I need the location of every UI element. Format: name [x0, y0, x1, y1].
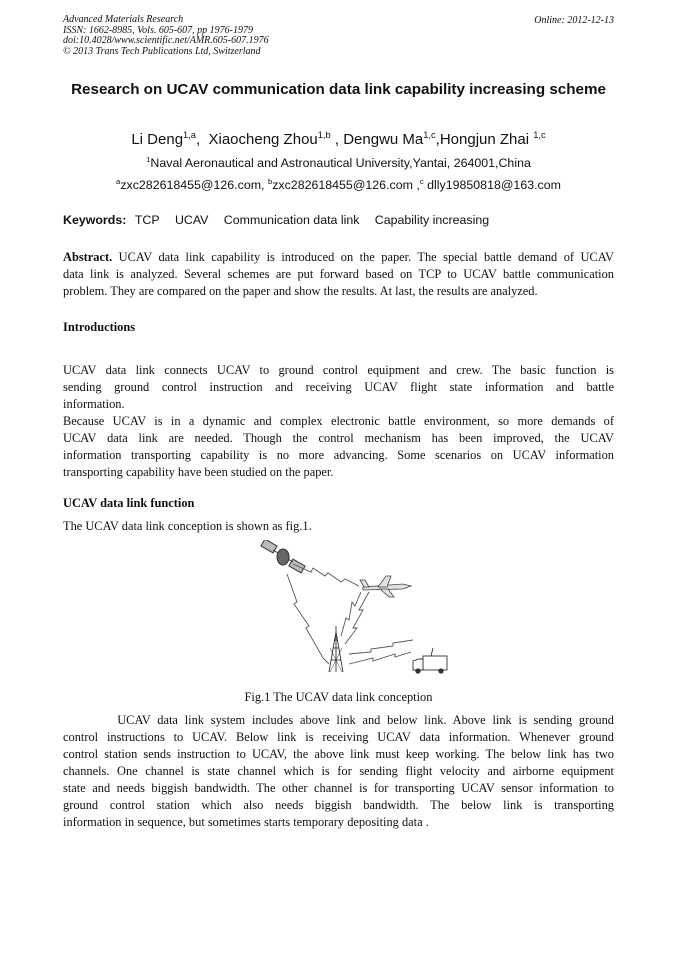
author-list: Li Deng$^{1,a}$, Xiaocheng Zhou$^{1,b}$ , Dengwu Ma$^{1,c}$,Hongjun Zhai $^{1,c}$ [131, 130, 546, 148]
abstract-line: UCAV data link capability is introduced on the paper. The special battle demand of UCAV [112, 250, 614, 264]
antenna-tower-icon [329, 626, 343, 672]
keyword: Capability increasing [374, 213, 490, 227]
text-line: UCAV data link connects UCAV to ground control equipment and crew. The basic function is [63, 363, 614, 377]
text-line: control instructions to UCAV. Below link is receiving UCAV data information. Whenever ground [63, 730, 614, 744]
figure-caption: Fig.1 The UCAV data link conception [244, 690, 433, 704]
text-line: Because UCAV is in a dynamic and complex electronic battle environment, so more demands of [63, 414, 614, 428]
keyword: TCP [134, 213, 160, 227]
data-link-lines [287, 564, 413, 664]
text-line: information. [63, 397, 125, 411]
online-date: Online: 2012-12-13 [534, 15, 614, 26]
abstract-label: Abstract. [63, 250, 113, 264]
text-line: sending ground control instruction and receiving UCAV flight state information and battle [63, 380, 614, 394]
author-affiliation-mark: 1,b [317, 130, 331, 140]
issn-line: ISSN: 1662-8985, Vols. 605-607, pp 1976-1979 [63, 24, 253, 36]
keywords [63, 213, 489, 227]
author-affiliation-mark: 1,a [183, 130, 196, 140]
text-line: channels. One channel is state channel which is for sending flight velocity and airborne equipment [63, 764, 614, 778]
keyword: Communication data link [223, 213, 360, 227]
journal-header [63, 15, 269, 57]
text-line: ground control station which also needs biggish bandwidth. The below link is transporting [63, 798, 614, 812]
figure-intro [63, 518, 614, 535]
text-line: state and needs biggish bandwidth. The other channel is for transporting UCAV sensor information to [63, 781, 614, 795]
abstract-line: problem. They are compared on the paper and show the results. At last, the results are analyzed. [63, 284, 538, 298]
ground-station-vehicle-icon [413, 648, 447, 673]
author-name: Li Deng [131, 131, 184, 148]
function-paragraph [63, 712, 614, 831]
email-mark: a [116, 176, 121, 186]
text-line: UCAV data link are needed. Though the control mechanism has been improved, the UCAV [63, 431, 614, 445]
email-list: $^a$zxc282618455@126.com, $^b$zxc282618455@126.com ,$^c$ dlly19850818@163.com [116, 176, 561, 192]
author-name: Hongjun Zhai [439, 131, 534, 148]
text-line: transporting capability have been studied on the paper. [63, 465, 334, 479]
satellite-icon [261, 540, 305, 573]
email-link[interactable]: zxc282618455@126.com [120, 178, 262, 192]
affiliation-text: Naval Aeronautical and Astronautical University,Yantai, 264001,China [150, 156, 531, 170]
section-heading: Introductions [63, 320, 136, 334]
affiliation-mark: 1 [146, 154, 151, 164]
keyword: UCAV [174, 213, 209, 227]
ucav-datalink-figure [253, 540, 453, 676]
text-line: information in sequence, but sometimes starts temporary depositing data . [63, 815, 429, 829]
email-link[interactable]: zxc282618455@126.com [272, 178, 413, 192]
copyright-line: © 2013 Trans Tech Publications Ltd, Switzerland [63, 45, 261, 57]
email-mark: b [267, 176, 273, 186]
text-line: The UCAV data link conception is shown as fig.1. [63, 519, 312, 533]
journal-name: Advanced Materials Research [63, 14, 184, 25]
affiliation [63, 156, 614, 170]
email-mark: c [419, 176, 424, 186]
text-line: information transporting capability is no more advancing. Some scenarios on UCAV information [63, 448, 614, 462]
author-affiliation-mark: 1,c [533, 130, 546, 140]
email-link[interactable]: dlly19850818@163.com [427, 178, 561, 192]
doi-line: doi:10.4028/www.scientific.net/AMR.605-607.1976 [63, 35, 269, 46]
author-affiliation-mark: 1,c [423, 130, 436, 140]
author-name: Xiaocheng Zhou [208, 131, 318, 148]
paper-title: Research on UCAV communication data link capability increasing scheme [71, 81, 606, 98]
text-line: control station sends instruction to UCAV, the above link must keep working. The below link has two [63, 747, 614, 761]
author-name: Dengwu Ma [343, 131, 424, 148]
section-heading: UCAV data link function [63, 496, 195, 510]
abstract-line: data link is analyzed. Several schemes are put forward based on TCP to UCAV battle communication [63, 267, 614, 281]
abstract [63, 249, 614, 300]
text-line: UCAV data link system includes above link and below link. Above link is sending ground [63, 713, 614, 727]
intro-paragraph [63, 362, 614, 481]
keywords-label: Keywords: [63, 213, 127, 227]
